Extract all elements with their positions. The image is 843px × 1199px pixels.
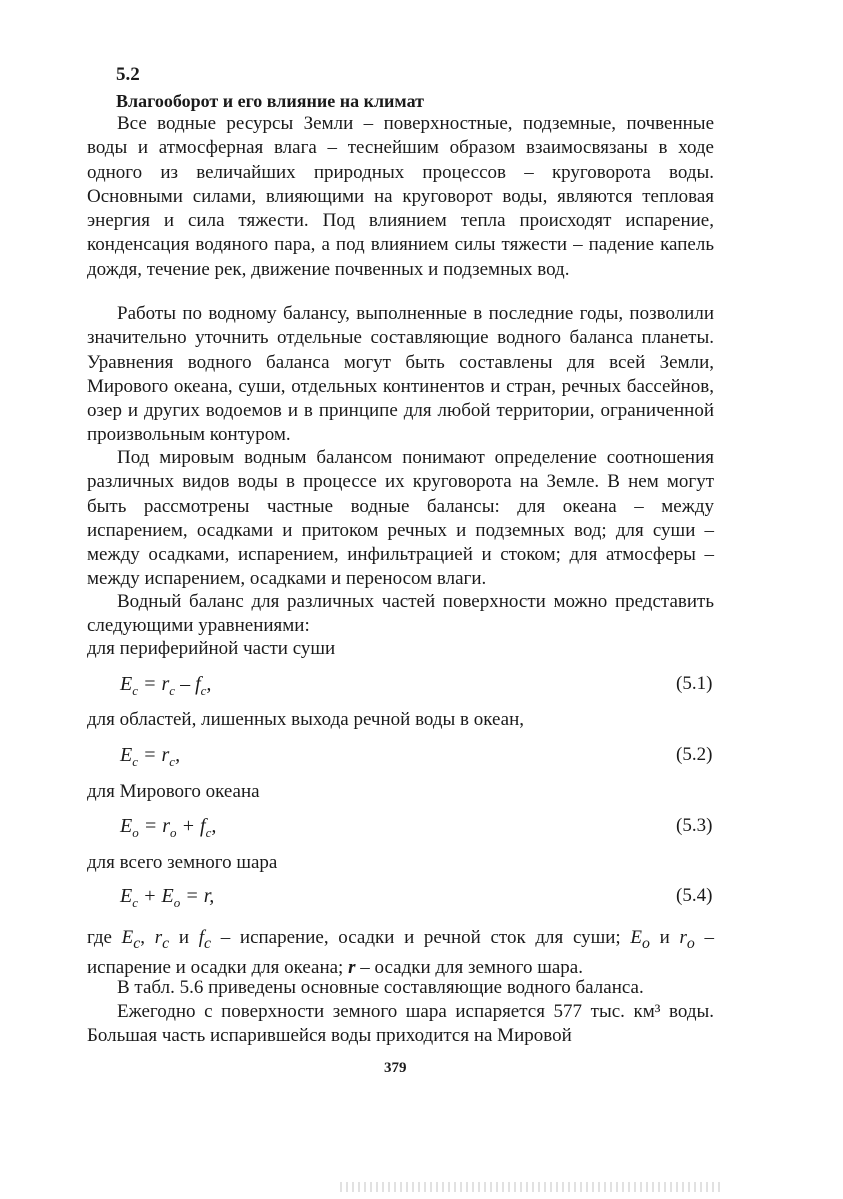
paragraph-global-balance: Под мировым водным балансом понимают определение соотношения различных видов воды в процессе их круговорота на Земле. В нем могут быть рассмотрены частные водные балансы: для океана – между испарением, осадками и притоком речных и подземных вод; для суши – между осадками, испарением, инфильтрацией и стоком; для атмосферы – между испарением, осадками и переносом влаги. xyxy=(87,447,714,590)
equation-lead-4: для всего земного шара xyxy=(87,852,278,873)
paragraph-evaporation: Ежегодно с поверхности земного шара испаряется 577 тыс. км³ воды. Большая часть испарившейся воды приходится на Мировой xyxy=(87,1001,714,1047)
equation-number-5-1: (5.1) xyxy=(676,673,713,694)
equation-number-5-4: (5.4) xyxy=(676,885,713,906)
equation-5-1: $E_c = r_c - f_c$, xyxy=(120,673,212,698)
paragraph-where-legend: где $E_c$, $r_c$ и $f_c$ – испарение, осадки и речной сток для суши; $E_o$ и $r_o$ – испарение и осадки для океана; r – осадки для земного шара. xyxy=(87,927,715,979)
equation-number-5-3: (5.3) xyxy=(676,815,713,836)
page-number: 379 xyxy=(384,1060,407,1076)
equation-lead-1: для периферийной части суши xyxy=(87,638,336,659)
equation-number-5-2: (5.2) xyxy=(676,744,713,765)
equation-5-3: $E_o = r_o + f_c$, xyxy=(120,815,217,840)
paragraph-table-ref: В табл. 5.6 приведены основные составляющие водного баланса. xyxy=(117,977,644,998)
paragraph-water-balance-work: Работы по водному балансу, выполненные в последние годы, позволили значительно уточнить отдельные составляющие водного баланса планеты. Уравнения водного баланса могут быть составлены для всей Земли, Мирового океана, суши, отдельных континентов и стран, речных бассейнов, озер и других водоемов и в принципе для любой территории, ограниченной произвольным контуром. xyxy=(87,303,714,446)
section-number: 5.2 xyxy=(116,64,140,85)
equation-lead-3: для Мирового океана xyxy=(87,781,260,802)
scan-noise-strip xyxy=(340,1182,720,1192)
equation-lead-2: для областей, лишенных выхода речной воды в океан, xyxy=(87,709,525,730)
equation-5-2: $E_c = r_c$, xyxy=(120,744,181,769)
paragraph-equations-intro: Водный баланс для различных частей поверхности можно представить следующими уравнениями: xyxy=(87,591,714,637)
equation-5-4: $E_c + E_o = r$, xyxy=(120,885,215,910)
paragraph-water-cycle: Все водные ресурсы Земли – поверхностные, подземные, почвенные воды и атмосферная влага – теснейшим образом взаимосвязаны в ходе одного из величайших природных процессов – круговорота воды. Основными силами, влияющими на круговорот воды, являются тепловая энергия и сила тяжести. Под влиянием тепла происходят испарение, конденсация водяного пара, а под влиянием силы тяжести – падение капель дождя, течение рек, движение почвенных и подземных вод. xyxy=(87,113,714,280)
section-title: Влагооборот и его влияние на климат xyxy=(116,91,424,111)
